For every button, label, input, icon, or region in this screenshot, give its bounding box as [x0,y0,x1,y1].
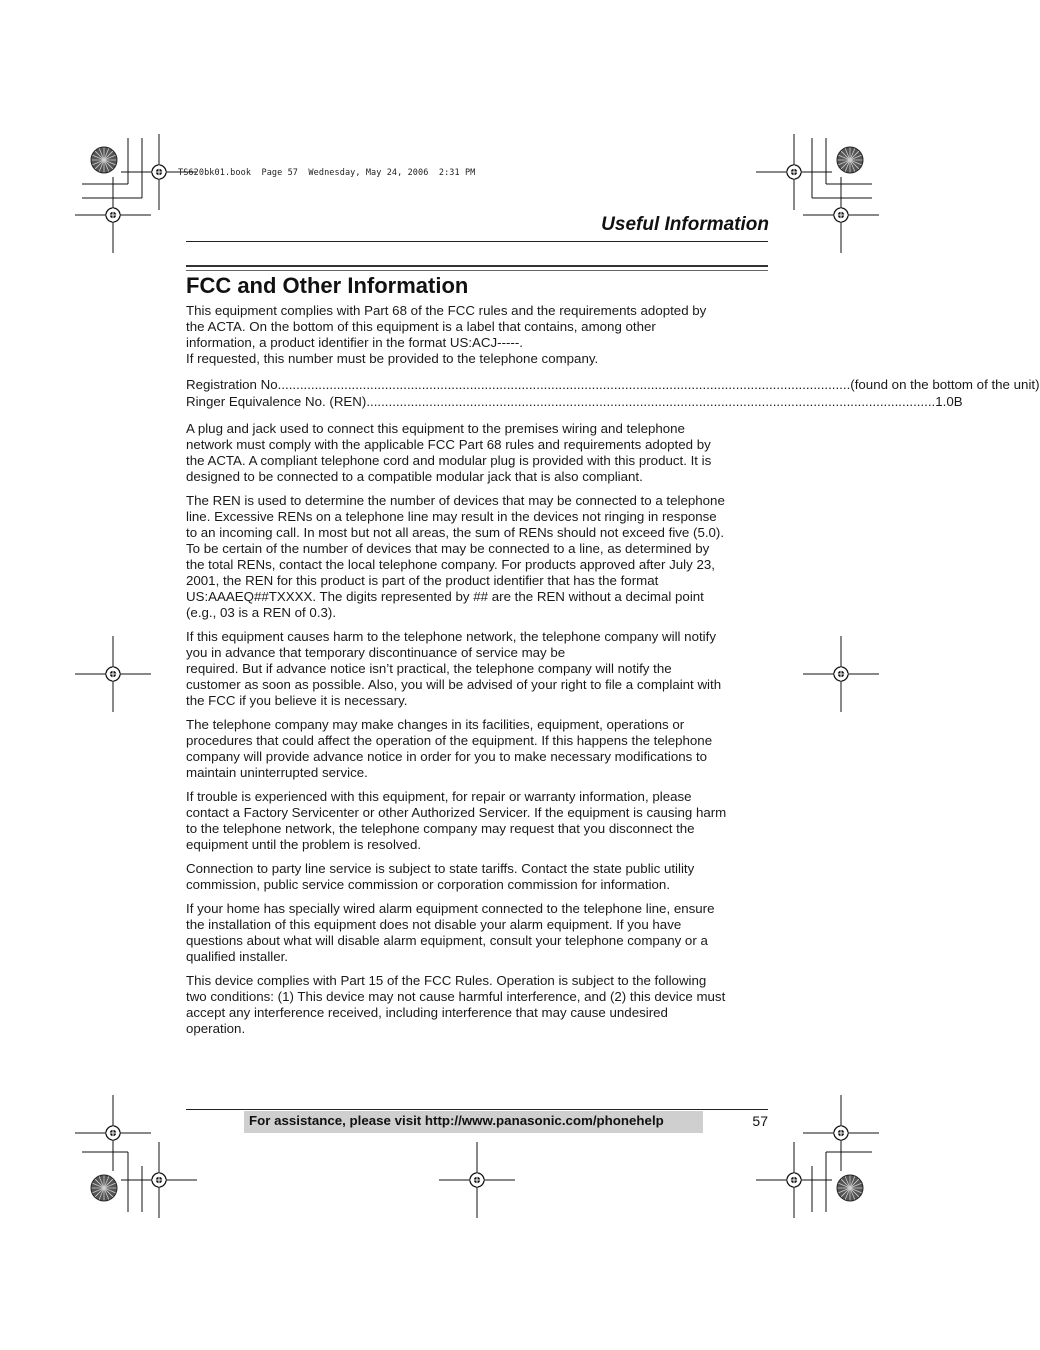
paragraph-plug-jack [186,421,770,485]
registration-target-icon [121,1142,197,1218]
text-line: customer as soon as possible. Also, you will be advised of your right to file a complaint with [186,677,722,692]
registration-target-icon [75,1095,151,1171]
text-line: The telephone company may make changes in its facilities, equipment, operations or [186,717,685,732]
text-line: 2001, the REN for this product is part of the product identifier that has the format [186,573,659,588]
paragraph-part15 [186,973,770,1037]
title-rule-thin [186,270,768,271]
text-line: equipment until the problem is resolved. [186,837,422,852]
paragraph-changes [186,717,770,781]
registration-target-icon [756,1142,832,1218]
registration-row [186,377,1040,394]
text-line: you in advance that temporary discontinuance of service may be [186,645,566,660]
text-line: accept any interference received, including interference that may cause undesired [186,1005,668,1020]
text-line: (e.g., 03 is a REN of 0.3). [186,605,337,620]
corner-mark-top-left [82,138,142,198]
text-line: If your home has specially wired alarm equipment connected to the telephone line, ensure [186,901,715,916]
ren-value: 1.0B [935,394,963,409]
paragraph-ren [186,493,770,621]
registration-target-icon [75,636,151,712]
corner-mark-bottom-right [812,1152,872,1212]
footer-rule [186,1109,768,1110]
corner-mark-bottom-left [82,1152,142,1212]
registration-target-icon [803,177,879,253]
paragraph-party-line [186,861,770,893]
text-line: maintain uninterrupted service. [186,765,368,780]
text-line: procedures that could affect the operation of the equipment. If this happens the telephone [186,733,713,748]
text-line: required. But if advance notice isn’t practical, the telephone company will notify the [186,661,672,676]
title-rule [186,265,768,267]
registration-label: Registration No. [186,377,282,392]
text-line: To be certain of the number of devices that may be connected to a line, as determined by [186,541,710,556]
text-line: to an incoming call. In most but not all areas, the sum of RENs should not exceed five (5.0). [186,525,725,540]
text-line: If requested, this number must be provided to the telephone company. [186,351,599,366]
text-line: A plug and jack used to connect this equipment to the premises wiring and telephone [186,421,685,436]
text-line: the ACTA. On the bottom of this equipment is a label that contains, among other [186,319,656,334]
text-line: Connection to party line service is subject to state tariffs. Contact the state public utility [186,861,695,876]
text-line: commission, public service commission or corporation commission for information. [186,877,671,892]
text-line: the FCC if you believe it is necessary. [186,693,408,708]
leader-dots: .......................................................................................................................................................... [281,377,851,392]
text-line: If trouble is experienced with this equipment, for repair or warranty information, please [186,789,692,804]
text-line: designed to be connected to a compatible modular jack that is also compliant. [186,469,643,484]
paragraph-label-info [186,303,770,367]
text-line: contact a Factory Servicenter or other Authorized Servicer. If the equipment is causing harm [186,805,727,820]
text-line: line. Excessive RENs on a telephone line may result in the devices not ringing in response [186,509,717,524]
text-line: the installation of this equipment does not disable your alarm equipment. If you have [186,917,682,932]
text-line: two conditions: (1) This device may not cause harmful interference, and (2) this device must [186,989,726,1004]
text-line: information, a product identifier in the format US:ACJ-----. [186,335,523,350]
print-info-line: TS620bk01.book Page 57 Wednesday, May 24, 2006 2:31 PM [178,168,476,178]
text-line: The REN is used to determine the number of devices that may be connected to a telephone [186,493,725,508]
registration-target-icon [756,134,832,210]
corner-mark-top-right [812,138,872,198]
registration-target-icon [803,636,879,712]
header-rule [186,241,768,242]
text-line: network must comply with the applicable FCC Part 68 rules and requirements adopted by [186,437,711,452]
assistance-link[interactable]: For assistance, please visit http://www.panasonic.com/phonehelp [249,1113,664,1128]
text-line: operation. [186,1021,246,1036]
text-line: the ACTA. A compliant telephone cord and modular plug is provided with this product. It is [186,453,712,468]
text-line: questions about what will disable alarm equipment, consult your telephone company or a [186,933,708,948]
text-line: the total RENs, contact the local telephone company. For products approved after July 23, [186,557,715,572]
ren-row [186,394,963,411]
text-line: to the telephone network, the telephone company may request that you disconnect the [186,821,695,836]
leader-dots: .......................................................................................................................................................... [366,394,936,409]
registration-target-icon [75,177,151,253]
paragraph-alarm [186,901,770,965]
text-line: This equipment complies with Part 68 of the FCC rules and the requirements adopted by [186,303,707,318]
text-line: US:AAAEQ##TXXXX. The digits represented by ## are the REN without a decimal point [186,589,704,604]
paragraph-harm [186,629,770,709]
page-title: FCC and Other Information [186,273,469,298]
registration-block [186,377,1040,411]
paragraph-trouble [186,789,770,853]
registration-value: (found on the bottom of the unit) [850,377,1040,392]
registration-target-icon [439,1142,515,1218]
text-line: qualified installer. [186,949,289,964]
body-content [186,303,1040,1045]
section-header: Useful Information [601,214,769,235]
text-line: If this equipment causes harm to the telephone network, the telephone company will notify [186,629,716,644]
ren-label: Ringer Equivalence No. (REN) [186,394,367,409]
text-line: company will provide advance notice in order for you to make necessary modifications to [186,749,708,764]
registration-target-icon [803,1095,879,1171]
page-number: 57 [752,1113,768,1129]
text-line: This device complies with Part 15 of the FCC Rules. Operation is subject to the following [186,973,707,988]
